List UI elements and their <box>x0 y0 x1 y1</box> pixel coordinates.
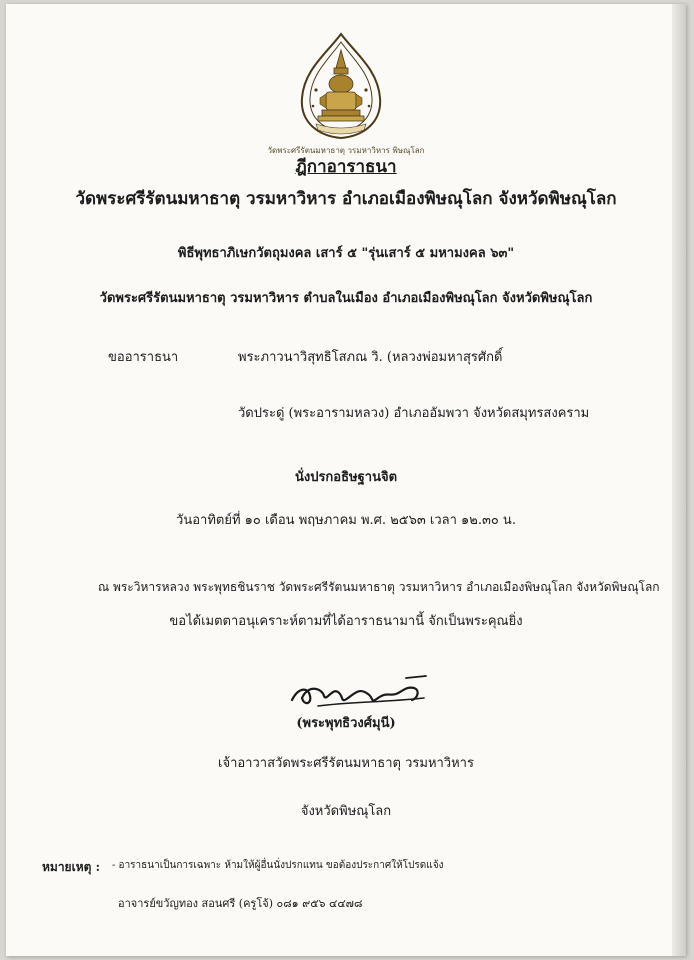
signer-name: (พระพุทธิวงศ์มุนี) <box>296 716 396 731</box>
invitation-document <box>6 4 686 956</box>
venue: ณ พระวิหารหลวง พระพุทธชินราช วัดพระศรีรัตนมหาธาตุ วรมหาวิหาร อำเภอเมืองพิษณุโลก จังหวัดพิษณุโลก <box>98 580 660 594</box>
signer-title: เจ้าอาวาสวัดพระศรีรัตนมหาธาตุ วรมหาวิหาร <box>218 756 474 771</box>
signer-province: จังหวัดพิษณุโลก <box>300 804 392 819</box>
date-time: วันอาทิตย์ที่ ๑๐ เดือน พฤษภาคม พ.ศ. ๒๕๖๓ เวลา ๑๒.๓๐ น. <box>176 513 516 528</box>
note-label: หมายเหตุ : <box>42 860 101 874</box>
temple-heading: วัดพระศรีรัตนมหาธาตุ วรมหาวิหาร อำเภอเมืองพิษณุโลก จังหวัดพิษณุโลก <box>75 189 617 209</box>
temple-emblem-icon <box>286 32 396 144</box>
page-title: ฎีกาอาราธนา <box>295 157 397 177</box>
note-text: - อาราธนาเป็นการเฉพาะ ห้ามให้ผู้อื่นนั่งปรกแทน ขอต้องประกาศให้โปรดแจ้ง <box>112 860 444 871</box>
invite-label: ขออาราธนา <box>108 350 179 365</box>
ceremony-line: พิธีพุทธาภิเษกวัตถุมงคล เสาร์ ๕ "รุ่นเสาร์ ๕ มหามงคล ๖๓" <box>177 246 515 261</box>
contact-line: อาจารย์ขวัญทอง สอนศรี (ครูโจ้) ๐๘๑ ๙๕๖ ๔๔๗๘ <box>118 897 363 910</box>
invitee-name: พระภาวนาวิสุทธิโสภณ วิ. (หลวงพ่อมหาสุรศักดิ์ <box>238 350 503 365</box>
request-line: ขอได้เมตตาอนุเคราะห์ตามที่ได้อาราธนามานี้ จักเป็นพระคุณยิ่ง <box>169 614 523 629</box>
emblem-caption: วัดพระศรีรัตนมหาธาตุ วรมหาวิหาร พิษณุโลก <box>267 146 425 155</box>
ceremony-location: วัดพระศรีรัตนมหาธาตุ วรมหาวิหาร ตำบลในเมือง อำเภอเมืองพิษณุโลก จังหวัดพิษณุโลก <box>99 291 593 306</box>
invitee-temple: วัดประดู่ (พระอารามหลวง) อำเภออัมพวา จังหวัดสมุทรสงคราม <box>238 406 590 421</box>
handwritten-signature <box>278 666 438 714</box>
purpose: นั่งปรกอธิษฐานจิต <box>294 470 398 485</box>
